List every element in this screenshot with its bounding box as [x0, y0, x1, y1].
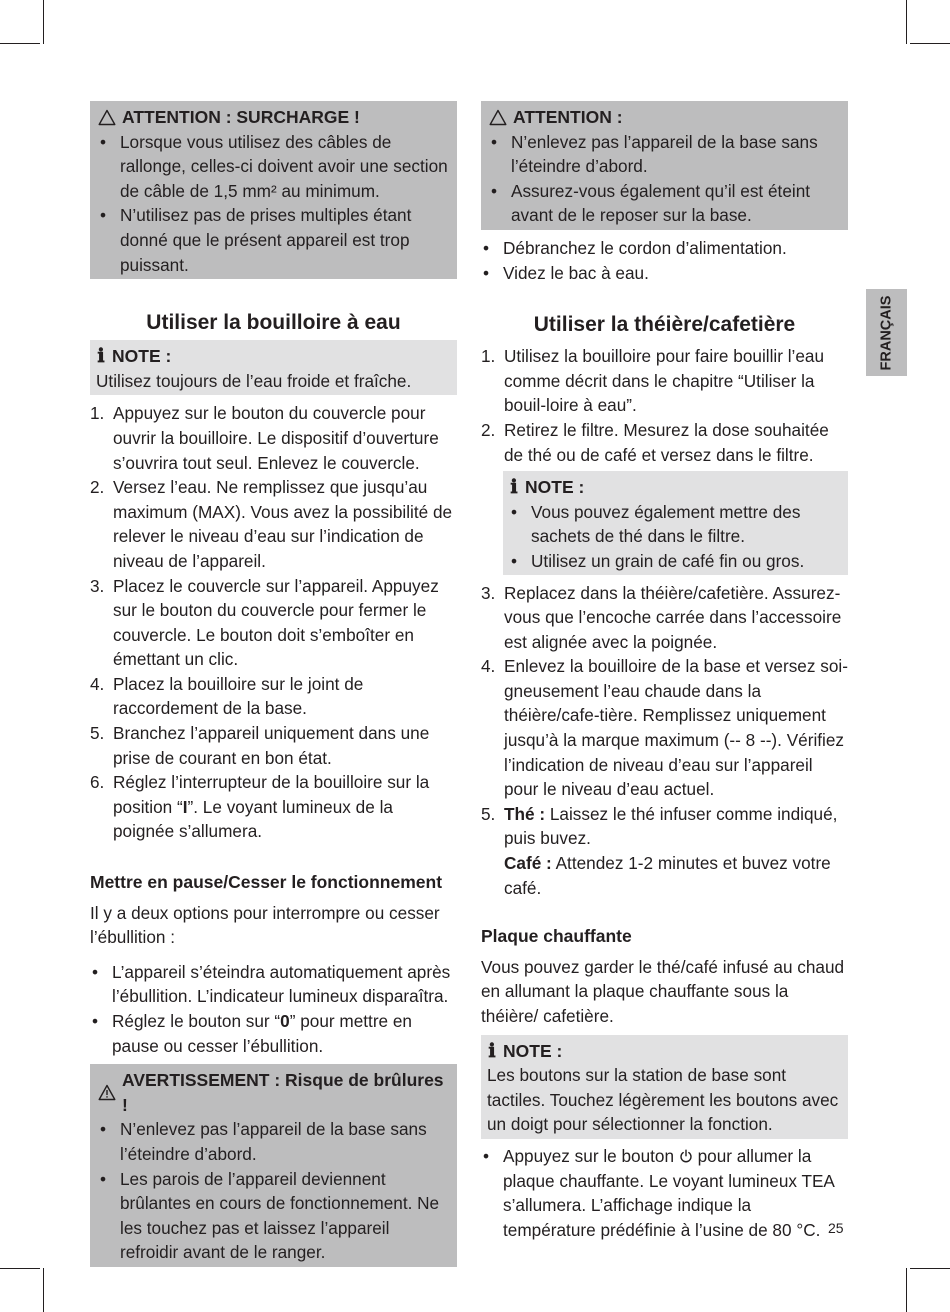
crop-mark: [43, 0, 44, 44]
overload-warning-box: [90, 101, 457, 279]
info-icon: ℹ: [510, 476, 518, 499]
list-item: 5. Thé : Laissez le thé infuser comme indiqué, puis buvez. Café : Attendez 1-2 minutes et buvez votre café.: [481, 803, 838, 898]
info-icon: ℹ: [488, 1039, 496, 1062]
crop-mark: [910, 43, 950, 44]
info-icon: ℹ: [97, 345, 105, 368]
teapot-steps-a: [481, 344, 848, 467]
list-item: 3. Replacez dans la théière/cafetière. Assurez-vous que l’encoche carrée dans l’accessoire est alignée avec la poignée.: [481, 582, 842, 652]
burn-warning-title: AVERTISSEMENT : Risque de brûlures !: [122, 1070, 444, 1115]
crop-mark: [906, 0, 907, 44]
kettle-note-title: NOTE :: [112, 346, 172, 367]
list-item: • L’appareil s’éteindra automatiquement après l’ébullition. L’indicateur lumineux disparaîtra.: [90, 960, 457, 1009]
kettle-note-text: Utilisez toujours de l’eau froide et fraîche.: [96, 370, 412, 391]
attention-box: [481, 101, 848, 230]
list-item: • Vous pouvez également mettre des sachets de thé dans le filtre.: [509, 500, 840, 549]
pause-intro: Il y a deux options pour interrompre ou cesser l’ébullition :: [90, 902, 440, 948]
left-column: [90, 101, 457, 1267]
list-item: • Débranchez le cordon d’alimentation.: [481, 236, 848, 261]
crop-mark: [0, 1268, 40, 1269]
crop-mark: [906, 1268, 907, 1312]
crop-mark: [43, 1268, 44, 1312]
burn-warning-list: [98, 1117, 449, 1265]
overload-warning-title: ATTENTION : SURCHARGE !: [122, 107, 360, 127]
plate-intro: Vous pouvez garder le thé/café infusé au chaud en allumant la plaque chauffante sous la théière/ cafetière.: [481, 956, 845, 1026]
list-item: • Assurez-vous également qu’il est éteint avant de le reposer sur la base.: [489, 179, 840, 228]
list-item: • Appuyez sur le bouton pour allumer la plaque chauffante. Le voyant lumineux TEA s’allumera. L’affichage indique la température prédéfinie à l’usine de 80 °C.: [481, 1144, 848, 1242]
crop-mark: [910, 1268, 950, 1269]
teapot-note-title: NOTE :: [525, 477, 585, 498]
caution-triangle-icon: [489, 109, 507, 126]
list-item: • Videz le bac à eau.: [481, 261, 848, 286]
kettle-note-box: [90, 340, 457, 395]
plate-note-box: [481, 1035, 848, 1139]
page-number: 25: [828, 1220, 844, 1236]
caution-triangle-icon: [98, 109, 116, 126]
power-icon: [679, 1149, 693, 1163]
list-item: 4. Enlevez la bouilloire de la base et versez soi-gneusement l’eau chaude dans la théière/cafe-tière. Remplissez uniquement jusqu’à la marque maximum (-- 8 --). Vérifiez l’indication de niveau d’eau sur l’appareil pour le niveau d’eau actuel.: [481, 656, 848, 800]
overload-warning-list: [98, 130, 449, 278]
warning-triangle-icon: [98, 1084, 116, 1101]
list-item: • N’enlevez pas l’appareil de la base sans l’éteindre d’abord.: [489, 130, 840, 179]
list-item: • Les parois de l’appareil deviennent brûlantes en cours de fonctionnement. Ne les touchez pas et laissez l’appareil refroidir avant de le ranger.: [98, 1167, 449, 1265]
list-item: 1. Utilisez la bouilloire pour faire bouillir l’eau comme décrit dans le chapitre “Utiliser la bouil-loire à eau”.: [481, 346, 825, 416]
list-item: • Lorsque vous utilisez des câbles de rallonge, celles-ci doivent avoir une section de câble de 1,5 mm² au minimum.: [98, 130, 449, 204]
list-item: 1. Appuyez sur le bouton du couvercle pour ouvrir la bouilloire. Le dispositif d’ouverture s’ouvrira tout seul. Enlevez le couvercle.: [90, 403, 439, 473]
plate-list: [481, 1144, 848, 1242]
burn-warning-box: [90, 1064, 457, 1267]
list-item: • Utilisez un grain de café fin ou gros.: [509, 549, 840, 574]
teapot-note-list: [509, 500, 840, 574]
after-use-list: [481, 236, 848, 285]
list-item: 2. Versez l’eau. Ne remplissez que jusqu’au maximum (MAX). Vous avez la possibilité de relever le niveau d’eau sur l’indication de niveau de l’appareil.: [90, 477, 453, 571]
plate-section-heading: Plaque chauffante: [481, 926, 632, 947]
teapot-section-heading: Utiliser la théière/cafetière: [533, 313, 796, 337]
kettle-section-heading: Utiliser la bouilloire à eau: [146, 311, 401, 335]
pause-list: [90, 960, 457, 1058]
attention-title: ATTENTION :: [513, 107, 623, 127]
list-item: 2. Retirez le filtre. Mesurez la dose souhaitée de thé ou de café et versez dans le filtre.: [481, 419, 829, 465]
crop-mark: [0, 43, 40, 44]
kettle-steps: [90, 401, 457, 844]
list-item: 3. Placez le couvercle sur l’appareil. Appuyez sur le bouton du couvercle pour fermer le couvercle. Le bouton doit s’emboîter en émettant un clic.: [90, 575, 439, 670]
pause-section-heading: Mettre en pause/Cesser le fonctionnement: [90, 872, 443, 893]
plate-note-text: Les boutons sur la station de base sont tactiles. Touchez légèrement les boutons avec un doigt pour sélectionner la fonction.: [487, 1065, 839, 1135]
language-tab: [866, 289, 907, 376]
list-item: 4. Placez la bouilloire sur le joint de raccordement de la base.: [90, 673, 364, 719]
right-column: [481, 101, 848, 1242]
plate-note-title: NOTE :: [503, 1040, 563, 1061]
teapot-note-box: [503, 471, 848, 574]
list-item: 6. Réglez l’interrupteur de la bouilloire sur la position “I”. Le voyant lumineux de la poignée s’allumera.: [90, 772, 430, 842]
attention-list: [489, 130, 840, 228]
list-item: • N’enlevez pas l’appareil de la base sans l’éteindre d’abord.: [98, 1117, 449, 1166]
list-item: • N’utilisez pas de prises multiples étant donné que le présent appareil est trop puissant.: [98, 203, 449, 277]
language-tab-label: FRANÇAIS: [878, 295, 895, 370]
list-item: 5. Branchez l’appareil uniquement dans une prise de courant en bon état.: [90, 723, 430, 768]
list-item: • Réglez le bouton sur “0” pour mettre en pause ou cesser l’ébullition.: [90, 1009, 457, 1058]
teapot-steps-b: [481, 581, 848, 901]
